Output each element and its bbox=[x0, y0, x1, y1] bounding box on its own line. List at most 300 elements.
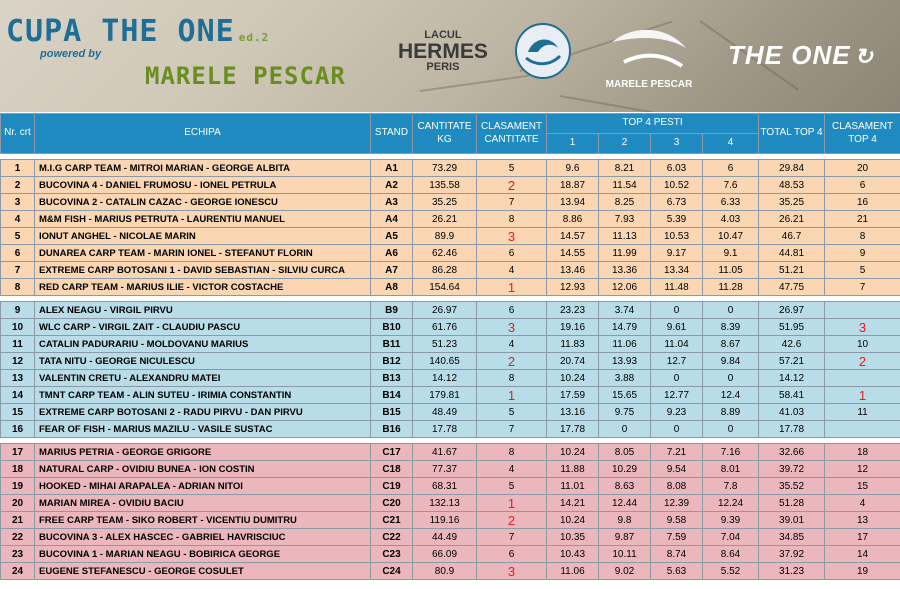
total-top4: 17.78 bbox=[759, 421, 825, 438]
header-fish-3: 3 bbox=[651, 134, 703, 154]
header-rank-quantity: CLASAMENT CANTITATE bbox=[477, 114, 547, 154]
rank-quantity: 7 bbox=[477, 421, 547, 438]
table-row bbox=[1, 512, 900, 529]
fish-4-weight: 0 bbox=[703, 370, 759, 387]
stand-code: A7 bbox=[371, 262, 413, 279]
rank-quantity: 4 bbox=[477, 461, 547, 478]
total-top4: 51.95 bbox=[759, 319, 825, 336]
row-number: 12 bbox=[1, 353, 35, 370]
total-top4: 44.81 bbox=[759, 245, 825, 262]
fish-3-weight: 12.7 bbox=[651, 353, 703, 370]
competition-title: CUPA THE ONE ed.2 bbox=[6, 14, 270, 49]
rank-top4: 4 bbox=[825, 495, 900, 512]
total-top4: 35.52 bbox=[759, 478, 825, 495]
team-name: IONUT ANGHEL - NICOLAE MARIN bbox=[35, 228, 371, 245]
team-name: BUCOVINA 1 - MARIAN NEAGU - BOBIRICA GEORGE bbox=[35, 546, 371, 563]
federation-emblem-icon bbox=[514, 22, 572, 80]
organizer-name: MARELE PESCAR bbox=[145, 62, 346, 90]
table-row bbox=[1, 563, 900, 580]
fish-2-weight: 8.63 bbox=[599, 478, 651, 495]
fish-3-weight: 7.21 bbox=[651, 444, 703, 461]
fish-2-weight: 8.25 bbox=[599, 194, 651, 211]
header-quantity: CANTITATE KG bbox=[413, 114, 477, 154]
row-number: 5 bbox=[1, 228, 35, 245]
quantity-kg: 86.28 bbox=[413, 262, 477, 279]
total-top4: 57.21 bbox=[759, 353, 825, 370]
crack-decoration bbox=[420, 75, 529, 92]
rank-quantity: 2 bbox=[477, 353, 547, 370]
quantity-kg: 62.46 bbox=[413, 245, 477, 262]
fish-4-weight: 9.39 bbox=[703, 512, 759, 529]
stand-code: A6 bbox=[371, 245, 413, 262]
rank-quantity: 8 bbox=[477, 370, 547, 387]
row-number: 10 bbox=[1, 319, 35, 336]
rank-top4: 15 bbox=[825, 478, 900, 495]
fish-1-weight: 11.83 bbox=[547, 336, 599, 353]
rank-quantity: 1 bbox=[477, 495, 547, 512]
fish-3-weight: 5.63 bbox=[651, 563, 703, 580]
row-number: 4 bbox=[1, 211, 35, 228]
fish-4-weight: 5.52 bbox=[703, 563, 759, 580]
table-row bbox=[1, 387, 900, 404]
header-total-top4: TOTAL TOP 4 bbox=[759, 114, 825, 154]
row-number: 15 bbox=[1, 404, 35, 421]
total-top4: 29.84 bbox=[759, 160, 825, 177]
venue-logo: LACUL HERMES PERIS bbox=[398, 29, 488, 73]
total-top4: 26.97 bbox=[759, 302, 825, 319]
fish-4-weight: 9.84 bbox=[703, 353, 759, 370]
quantity-kg: 68.31 bbox=[413, 478, 477, 495]
header-top4-fish: TOP 4 PESTI bbox=[547, 114, 759, 134]
table-row bbox=[1, 302, 900, 319]
stand-code: B9 bbox=[371, 302, 413, 319]
rank-quantity: 7 bbox=[477, 529, 547, 546]
rank-top4: 14 bbox=[825, 546, 900, 563]
row-number: 13 bbox=[1, 370, 35, 387]
stand-code: C21 bbox=[371, 512, 413, 529]
table-row bbox=[1, 353, 900, 370]
total-top4: 46.7 bbox=[759, 228, 825, 245]
header-nr: Nr. crt bbox=[1, 114, 35, 154]
quantity-kg: 35.25 bbox=[413, 194, 477, 211]
row-number: 7 bbox=[1, 262, 35, 279]
stand-code: B15 bbox=[371, 404, 413, 421]
rank-quantity: 4 bbox=[477, 262, 547, 279]
total-top4: 26.21 bbox=[759, 211, 825, 228]
row-number: 3 bbox=[1, 194, 35, 211]
fish-1-weight: 19.16 bbox=[547, 319, 599, 336]
row-number: 23 bbox=[1, 546, 35, 563]
team-name: TMNT CARP TEAM - ALIN SUTEU - IRIMIA CONSTANTIN bbox=[35, 387, 371, 404]
table-row bbox=[1, 478, 900, 495]
stand-code: C19 bbox=[371, 478, 413, 495]
rank-quantity: 4 bbox=[477, 336, 547, 353]
total-top4: 32.66 bbox=[759, 444, 825, 461]
fish-1-weight: 10.43 bbox=[547, 546, 599, 563]
rank-top4: 20 bbox=[825, 160, 900, 177]
table-row bbox=[1, 211, 900, 228]
fish-2-weight: 13.93 bbox=[599, 353, 651, 370]
row-number: 18 bbox=[1, 461, 35, 478]
fish-4-weight: 7.8 bbox=[703, 478, 759, 495]
stand-code: C24 bbox=[371, 563, 413, 580]
fish-hook-icon bbox=[604, 22, 694, 78]
fish-4-weight: 8.39 bbox=[703, 319, 759, 336]
stand-code: A3 bbox=[371, 194, 413, 211]
fish-1-weight: 10.24 bbox=[547, 512, 599, 529]
total-top4: 34.85 bbox=[759, 529, 825, 546]
table-row bbox=[1, 444, 900, 461]
header-fish-2: 2 bbox=[599, 134, 651, 154]
rank-top4: 9 bbox=[825, 245, 900, 262]
rank-top4: 3 bbox=[825, 319, 900, 336]
stand-code: A1 bbox=[371, 160, 413, 177]
edition-label: ed.2 bbox=[238, 31, 270, 44]
team-name: VALENTIN CRETU - ALEXANDRU MATEI bbox=[35, 370, 371, 387]
rank-top4 bbox=[825, 302, 900, 319]
fish-1-weight: 9.6 bbox=[547, 160, 599, 177]
fish-1-weight: 13.16 bbox=[547, 404, 599, 421]
stand-code: C17 bbox=[371, 444, 413, 461]
fish-1-weight: 10.24 bbox=[547, 444, 599, 461]
fish-3-weight: 0 bbox=[651, 370, 703, 387]
rank-quantity: 5 bbox=[477, 404, 547, 421]
fish-3-weight: 12.77 bbox=[651, 387, 703, 404]
quantity-kg: 135.58 bbox=[413, 177, 477, 194]
fish-4-weight: 8.67 bbox=[703, 336, 759, 353]
fish-3-weight: 6.73 bbox=[651, 194, 703, 211]
row-number: 19 bbox=[1, 478, 35, 495]
powered-by-label: powered by bbox=[40, 48, 102, 60]
fish-4-weight: 8.89 bbox=[703, 404, 759, 421]
stand-code: C20 bbox=[371, 495, 413, 512]
quantity-kg: 154.64 bbox=[413, 279, 477, 296]
fish-1-weight: 8.86 bbox=[547, 211, 599, 228]
fish-4-weight: 6.33 bbox=[703, 194, 759, 211]
rank-top4 bbox=[825, 370, 900, 387]
rank-quantity: 8 bbox=[477, 444, 547, 461]
fish-1-weight: 14.55 bbox=[547, 245, 599, 262]
rank-quantity: 7 bbox=[477, 194, 547, 211]
table-row bbox=[1, 461, 900, 478]
rank-quantity: 2 bbox=[477, 512, 547, 529]
quantity-kg: 41.67 bbox=[413, 444, 477, 461]
stand-code: A5 bbox=[371, 228, 413, 245]
row-number: 14 bbox=[1, 387, 35, 404]
header-rank-top4: CLASAMENT TOP 4 bbox=[825, 114, 900, 154]
total-top4: 51.28 bbox=[759, 495, 825, 512]
fish-2-weight: 3.74 bbox=[599, 302, 651, 319]
quantity-kg: 61.76 bbox=[413, 319, 477, 336]
quantity-kg: 89.9 bbox=[413, 228, 477, 245]
team-name: WLC CARP - VIRGIL ZAIT - CLAUDIU PASCU bbox=[35, 319, 371, 336]
fish-1-weight: 11.88 bbox=[547, 461, 599, 478]
fish-3-weight: 11.48 bbox=[651, 279, 703, 296]
team-name: BUCOVINA 4 - DANIEL FRUMOSU - IONEL PETRULA bbox=[35, 177, 371, 194]
table-row bbox=[1, 495, 900, 512]
fish-4-weight: 8.01 bbox=[703, 461, 759, 478]
fish-2-weight: 15.65 bbox=[599, 387, 651, 404]
fish-1-weight: 17.78 bbox=[547, 421, 599, 438]
fish-3-weight: 9.17 bbox=[651, 245, 703, 262]
row-number: 17 bbox=[1, 444, 35, 461]
rank-top4: 21 bbox=[825, 211, 900, 228]
fish-3-weight: 9.54 bbox=[651, 461, 703, 478]
total-top4: 51.21 bbox=[759, 262, 825, 279]
fish-2-weight: 11.54 bbox=[599, 177, 651, 194]
table-row bbox=[1, 262, 900, 279]
fish-2-weight: 7.93 bbox=[599, 211, 651, 228]
fish-3-weight: 0 bbox=[651, 421, 703, 438]
table-row bbox=[1, 228, 900, 245]
fish-1-weight: 13.94 bbox=[547, 194, 599, 211]
rank-top4: 11 bbox=[825, 404, 900, 421]
rank-top4: 10 bbox=[825, 336, 900, 353]
results-body bbox=[1, 154, 900, 580]
rank-top4 bbox=[825, 421, 900, 438]
results-table bbox=[0, 113, 900, 580]
quantity-kg: 26.21 bbox=[413, 211, 477, 228]
team-name: MARIAN MIREA - OVIDIU BACIU bbox=[35, 495, 371, 512]
team-name: FEAR OF FISH - MARIUS MAZILU - VASILE SUSTAC bbox=[35, 421, 371, 438]
row-number: 1 bbox=[1, 160, 35, 177]
team-name: CATALIN PADURARIU - MOLDOVANU MARIUS bbox=[35, 336, 371, 353]
table-row bbox=[1, 279, 900, 296]
team-name: ALEX NEAGU - VIRGIL PIRVU bbox=[35, 302, 371, 319]
rank-top4: 6 bbox=[825, 177, 900, 194]
fish-2-weight: 9.75 bbox=[599, 404, 651, 421]
fish-3-weight: 5.39 bbox=[651, 211, 703, 228]
fish-4-weight: 11.28 bbox=[703, 279, 759, 296]
table-row bbox=[1, 319, 900, 336]
fish-3-weight: 13.34 bbox=[651, 262, 703, 279]
quantity-kg: 119.16 bbox=[413, 512, 477, 529]
stand-code: C22 bbox=[371, 529, 413, 546]
rank-top4: 1 bbox=[825, 387, 900, 404]
rank-quantity: 2 bbox=[477, 177, 547, 194]
fish-1-weight: 11.01 bbox=[547, 478, 599, 495]
fish-3-weight: 7.59 bbox=[651, 529, 703, 546]
quantity-kg: 73.29 bbox=[413, 160, 477, 177]
fish-2-weight: 10.29 bbox=[599, 461, 651, 478]
fish-1-weight: 20.74 bbox=[547, 353, 599, 370]
fish-4-weight: 10.47 bbox=[703, 228, 759, 245]
fish-3-weight: 0 bbox=[651, 302, 703, 319]
fish-4-weight: 0 bbox=[703, 302, 759, 319]
fish-3-weight: 8.08 bbox=[651, 478, 703, 495]
rank-quantity: 3 bbox=[477, 563, 547, 580]
total-top4: 31.23 bbox=[759, 563, 825, 580]
team-name: M.I.G CARP TEAM - MITROI MARIAN - GEORGE ALBITA bbox=[35, 160, 371, 177]
header-fish-1: 1 bbox=[547, 134, 599, 154]
rank-top4: 13 bbox=[825, 512, 900, 529]
stand-code: B11 bbox=[371, 336, 413, 353]
fish-4-weight: 6 bbox=[703, 160, 759, 177]
quantity-kg: 17.78 bbox=[413, 421, 477, 438]
quantity-kg: 26.97 bbox=[413, 302, 477, 319]
table-row bbox=[1, 160, 900, 177]
fish-3-weight: 12.39 bbox=[651, 495, 703, 512]
fish-1-weight: 18.87 bbox=[547, 177, 599, 194]
team-name: TATA NITU - GEORGE NICULESCU bbox=[35, 353, 371, 370]
fish-4-weight: 7.16 bbox=[703, 444, 759, 461]
fish-3-weight: 9.58 bbox=[651, 512, 703, 529]
stand-code: B10 bbox=[371, 319, 413, 336]
rank-top4: 17 bbox=[825, 529, 900, 546]
quantity-kg: 179.81 bbox=[413, 387, 477, 404]
team-name: DUNAREA CARP TEAM - MARIN IONEL - STEFANUT FLORIN bbox=[35, 245, 371, 262]
row-number: 22 bbox=[1, 529, 35, 546]
rank-top4: 2 bbox=[825, 353, 900, 370]
fish-2-weight: 9.02 bbox=[599, 563, 651, 580]
stand-code: B12 bbox=[371, 353, 413, 370]
row-number: 24 bbox=[1, 563, 35, 580]
fish-4-weight: 11.05 bbox=[703, 262, 759, 279]
stand-code: B16 bbox=[371, 421, 413, 438]
fish-1-weight: 17.59 bbox=[547, 387, 599, 404]
rank-top4: 18 bbox=[825, 444, 900, 461]
the-one-logo: THE ONE ↻ bbox=[728, 40, 875, 70]
rank-quantity: 3 bbox=[477, 319, 547, 336]
total-top4: 39.72 bbox=[759, 461, 825, 478]
rank-quantity: 8 bbox=[477, 211, 547, 228]
total-top4: 39.01 bbox=[759, 512, 825, 529]
team-name: MARIUS PETRIA - GEORGE GRIGORE bbox=[35, 444, 371, 461]
crack-decoration bbox=[560, 95, 757, 112]
fish-2-weight: 11.06 bbox=[599, 336, 651, 353]
total-top4: 37.92 bbox=[759, 546, 825, 563]
team-name: BUCOVINA 3 - ALEX HASCEC - GABRIEL HAVRISCIUC bbox=[35, 529, 371, 546]
table-row bbox=[1, 194, 900, 211]
stand-code: A8 bbox=[371, 279, 413, 296]
quantity-kg: 132.13 bbox=[413, 495, 477, 512]
rank-quantity: 6 bbox=[477, 245, 547, 262]
fish-3-weight: 10.53 bbox=[651, 228, 703, 245]
fish-2-weight: 13.36 bbox=[599, 262, 651, 279]
header-fish-4: 4 bbox=[703, 134, 759, 154]
header-team: ECHIPA bbox=[35, 114, 371, 154]
fish-1-weight: 11.06 bbox=[547, 563, 599, 580]
table-row bbox=[1, 245, 900, 262]
header-stand: STAND bbox=[371, 114, 413, 154]
fish-4-weight: 7.04 bbox=[703, 529, 759, 546]
stand-code: B13 bbox=[371, 370, 413, 387]
team-name: NATURAL CARP - OVIDIU BUNEA - ION COSTIN bbox=[35, 461, 371, 478]
rank-top4: 5 bbox=[825, 262, 900, 279]
team-name: EUGENE STEFANESCU - GEORGE COSULET bbox=[35, 563, 371, 580]
team-name: EXTREME CARP BOTOSANI 1 - DAVID SEBASTIAN - SILVIU CURCA bbox=[35, 262, 371, 279]
row-number: 2 bbox=[1, 177, 35, 194]
rank-top4: 7 bbox=[825, 279, 900, 296]
fish-4-weight: 4.03 bbox=[703, 211, 759, 228]
stand-code: A2 bbox=[371, 177, 413, 194]
total-top4: 35.25 bbox=[759, 194, 825, 211]
marele-pescar-logo: MARELE PESCAR bbox=[604, 22, 694, 92]
table-row bbox=[1, 404, 900, 421]
fish-1-weight: 23.23 bbox=[547, 302, 599, 319]
table-row bbox=[1, 177, 900, 194]
quantity-kg: 77.37 bbox=[413, 461, 477, 478]
table-row bbox=[1, 336, 900, 353]
total-top4: 48.53 bbox=[759, 177, 825, 194]
fish-2-weight: 0 bbox=[599, 421, 651, 438]
fish-4-weight: 12.4 bbox=[703, 387, 759, 404]
row-number: 21 bbox=[1, 512, 35, 529]
rank-top4: 19 bbox=[825, 563, 900, 580]
quantity-kg: 44.49 bbox=[413, 529, 477, 546]
quantity-kg: 80.9 bbox=[413, 563, 477, 580]
quantity-kg: 14.12 bbox=[413, 370, 477, 387]
rank-top4: 8 bbox=[825, 228, 900, 245]
fish-1-weight: 10.35 bbox=[547, 529, 599, 546]
total-top4: 47.75 bbox=[759, 279, 825, 296]
team-name: FREE CARP TEAM - SIKO ROBERT - VICENTIU DUMITRU bbox=[35, 512, 371, 529]
fish-2-weight: 8.21 bbox=[599, 160, 651, 177]
rank-quantity: 1 bbox=[477, 387, 547, 404]
fish-3-weight: 8.74 bbox=[651, 546, 703, 563]
stand-code: A4 bbox=[371, 211, 413, 228]
total-top4: 42.6 bbox=[759, 336, 825, 353]
fish-4-weight: 0 bbox=[703, 421, 759, 438]
total-top4: 41.03 bbox=[759, 404, 825, 421]
team-name: RED CARP TEAM - MARIUS ILIE - VICTOR COSTACHE bbox=[35, 279, 371, 296]
fish-1-weight: 14.21 bbox=[547, 495, 599, 512]
total-top4: 14.12 bbox=[759, 370, 825, 387]
row-number: 20 bbox=[1, 495, 35, 512]
rank-top4: 12 bbox=[825, 461, 900, 478]
row-number: 9 bbox=[1, 302, 35, 319]
team-name: BUCOVINA 2 - CATALIN CAZAC - GEORGE IONESCU bbox=[35, 194, 371, 211]
table-row bbox=[1, 546, 900, 563]
fish-1-weight: 14.57 bbox=[547, 228, 599, 245]
fish-2-weight: 8.05 bbox=[599, 444, 651, 461]
rank-quantity: 6 bbox=[477, 546, 547, 563]
spiral-icon: ↻ bbox=[854, 44, 875, 69]
quantity-kg: 48.49 bbox=[413, 404, 477, 421]
stand-code: C23 bbox=[371, 546, 413, 563]
fish-4-weight: 9.1 bbox=[703, 245, 759, 262]
fish-4-weight: 7.6 bbox=[703, 177, 759, 194]
rank-top4: 16 bbox=[825, 194, 900, 211]
fish-3-weight: 9.61 bbox=[651, 319, 703, 336]
fish-2-weight: 9.8 bbox=[599, 512, 651, 529]
fish-2-weight: 11.99 bbox=[599, 245, 651, 262]
fish-4-weight: 8.64 bbox=[703, 546, 759, 563]
row-number: 6 bbox=[1, 245, 35, 262]
fish-2-weight: 11.13 bbox=[599, 228, 651, 245]
header-banner bbox=[0, 0, 900, 112]
team-name: HOOKED - MIHAI ARAPALEA - ADRIAN NITOI bbox=[35, 478, 371, 495]
fish-2-weight: 3.88 bbox=[599, 370, 651, 387]
quantity-kg: 66.09 bbox=[413, 546, 477, 563]
quantity-kg: 51.23 bbox=[413, 336, 477, 353]
fish-4-weight: 12.24 bbox=[703, 495, 759, 512]
table-row bbox=[1, 421, 900, 438]
row-number: 16 bbox=[1, 421, 35, 438]
table-row bbox=[1, 529, 900, 546]
fish-2-weight: 12.44 bbox=[599, 495, 651, 512]
fish-3-weight: 10.52 bbox=[651, 177, 703, 194]
row-number: 11 bbox=[1, 336, 35, 353]
fish-1-weight: 12.93 bbox=[547, 279, 599, 296]
total-top4: 58.41 bbox=[759, 387, 825, 404]
fish-1-weight: 10.24 bbox=[547, 370, 599, 387]
rank-quantity: 5 bbox=[477, 160, 547, 177]
table-row bbox=[1, 370, 900, 387]
rank-quantity: 5 bbox=[477, 478, 547, 495]
stand-code: B14 bbox=[371, 387, 413, 404]
team-name: EXTREME CARP BOTOSANI 2 - RADU PIRVU - DAN PIRVU bbox=[35, 404, 371, 421]
